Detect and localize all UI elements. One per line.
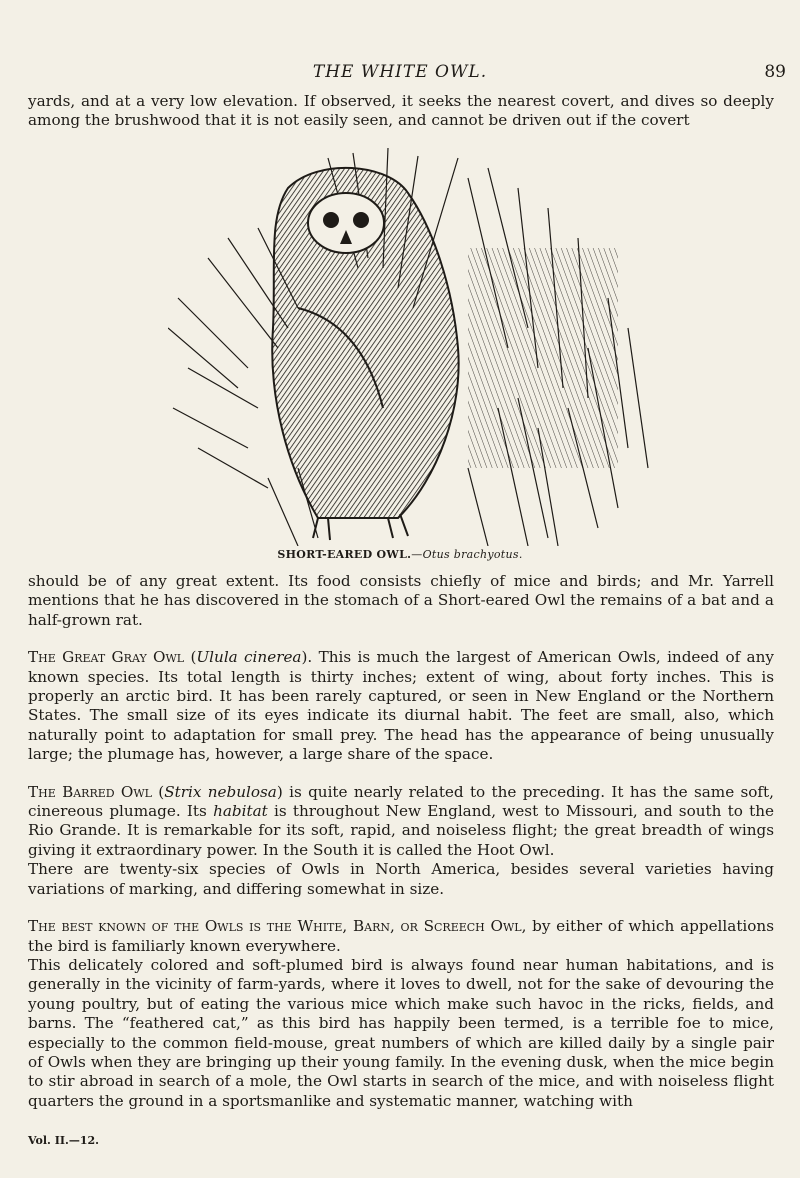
barred-owl-text-a: ) is quite nearly related to the preceding. It has the same soft, cinereous plumage. Its — [28, 782, 774, 821]
paragraph-species-count: There are twenty-six species of Owls in North America, besides several varieties having variations of marking, and differing somewhat in size. — [28, 860, 774, 898]
great-gray-owl-text: ). This is much the largest of American Owls, indeed of any known species. Its total length is thirty inches; extent of wing, about forty inches. This is properly an arctic bird. It has been rarely captured, or seen in New England or the Northern States. The small size of its eyes indicate its diurnal habit. The feet are small, also, which naturally point to adaptation for small prey. The head has the appearance of being unusually large; the plumage has, however, a large share of the space. — [28, 648, 774, 764]
great-gray-owl-open: ( — [184, 648, 197, 667]
barred-owl-habitat: habitat — [213, 802, 268, 821]
paragraph-barred-owl — [28, 783, 774, 861]
signature-mark: Vol. II.—12. — [28, 1134, 99, 1147]
barred-owl-open: ( — [151, 782, 165, 801]
caption-separator: — — [411, 548, 423, 561]
figure-caption — [0, 548, 800, 561]
top-paragraph: yards, and at a very low elevation. If observed, it seeks the nearest covert, and dives so deeply among the brushwood that it is not easily seen, and cannot be driven out if the covert — [28, 92, 774, 130]
page-header — [0, 58, 800, 88]
caption-scientific-name: Otus brachyotus. — [422, 548, 523, 561]
great-gray-owl-scientific: Ulula cinerea — [196, 648, 302, 667]
white-owl-names: White, Barn, or Screech Owl — [297, 917, 522, 936]
barred-owl-scientific: Strix nebulosa — [164, 782, 277, 801]
paragraph-white-owl — [28, 917, 774, 956]
paragraph-food: should be of any great extent. Its food consists chiefly of mice and birds; and Mr. Yarrell mentions that he has discovered in the stomach of a Short-eared Owl the remains of a bat and a half-grown rat. — [28, 572, 774, 629]
paragraph-great-gray-owl — [28, 648, 774, 764]
paragraph-habits: This delicately colored and soft-plumed bird is always found near human habitations, and is generally in the vicinity of farm-yards, where it loves to dwell, not for the sake of devouring the young poultry, but of eating the various mice which make such havoc in the ricks, fields, and barns. The “feathered cat,” as this bird has happily been termed, is a terrible foe to mice, especially to the common field-mouse, great numbers of which are killed daily by a single pair of Owls when they are bringing up their young family. In the evening dusk, when the mice begin to stir abroad in search of a mole, the Owl starts in search of the mice, and with noiseless flight quarters the ground in a sportsmanlike and systematic manner, watching with — [28, 955, 774, 1110]
short-eared-owl-engraving — [168, 148, 656, 546]
caption-name: SHORT-EARED OWL. — [277, 548, 412, 561]
great-gray-owl-heading: The Great Gray Owl — [28, 648, 185, 667]
grass-shading — [468, 248, 618, 468]
body-text — [28, 572, 774, 1111]
running-title: THE WHITE OWL. — [312, 62, 488, 82]
barred-owl-text-b: is throughout New England, west to Missouri, and south to the Rio Grande. It is remarkable for its soft, rapid, and noiseless flight; the great breadth of wings giving it extraordinary power. In the South it is called the Hoot Owl. — [28, 802, 774, 859]
white-owl-text: , by either of which appellations the bird is familiarly known everywhere. — [28, 917, 775, 955]
barred-owl-heading: The Barred Owl — [28, 782, 152, 801]
white-owl-intro: The best known of the Owls is the — [28, 917, 298, 936]
page-number: 89 — [764, 62, 786, 82]
owl-eye-left — [323, 212, 339, 228]
owl-eye-right — [353, 212, 369, 228]
